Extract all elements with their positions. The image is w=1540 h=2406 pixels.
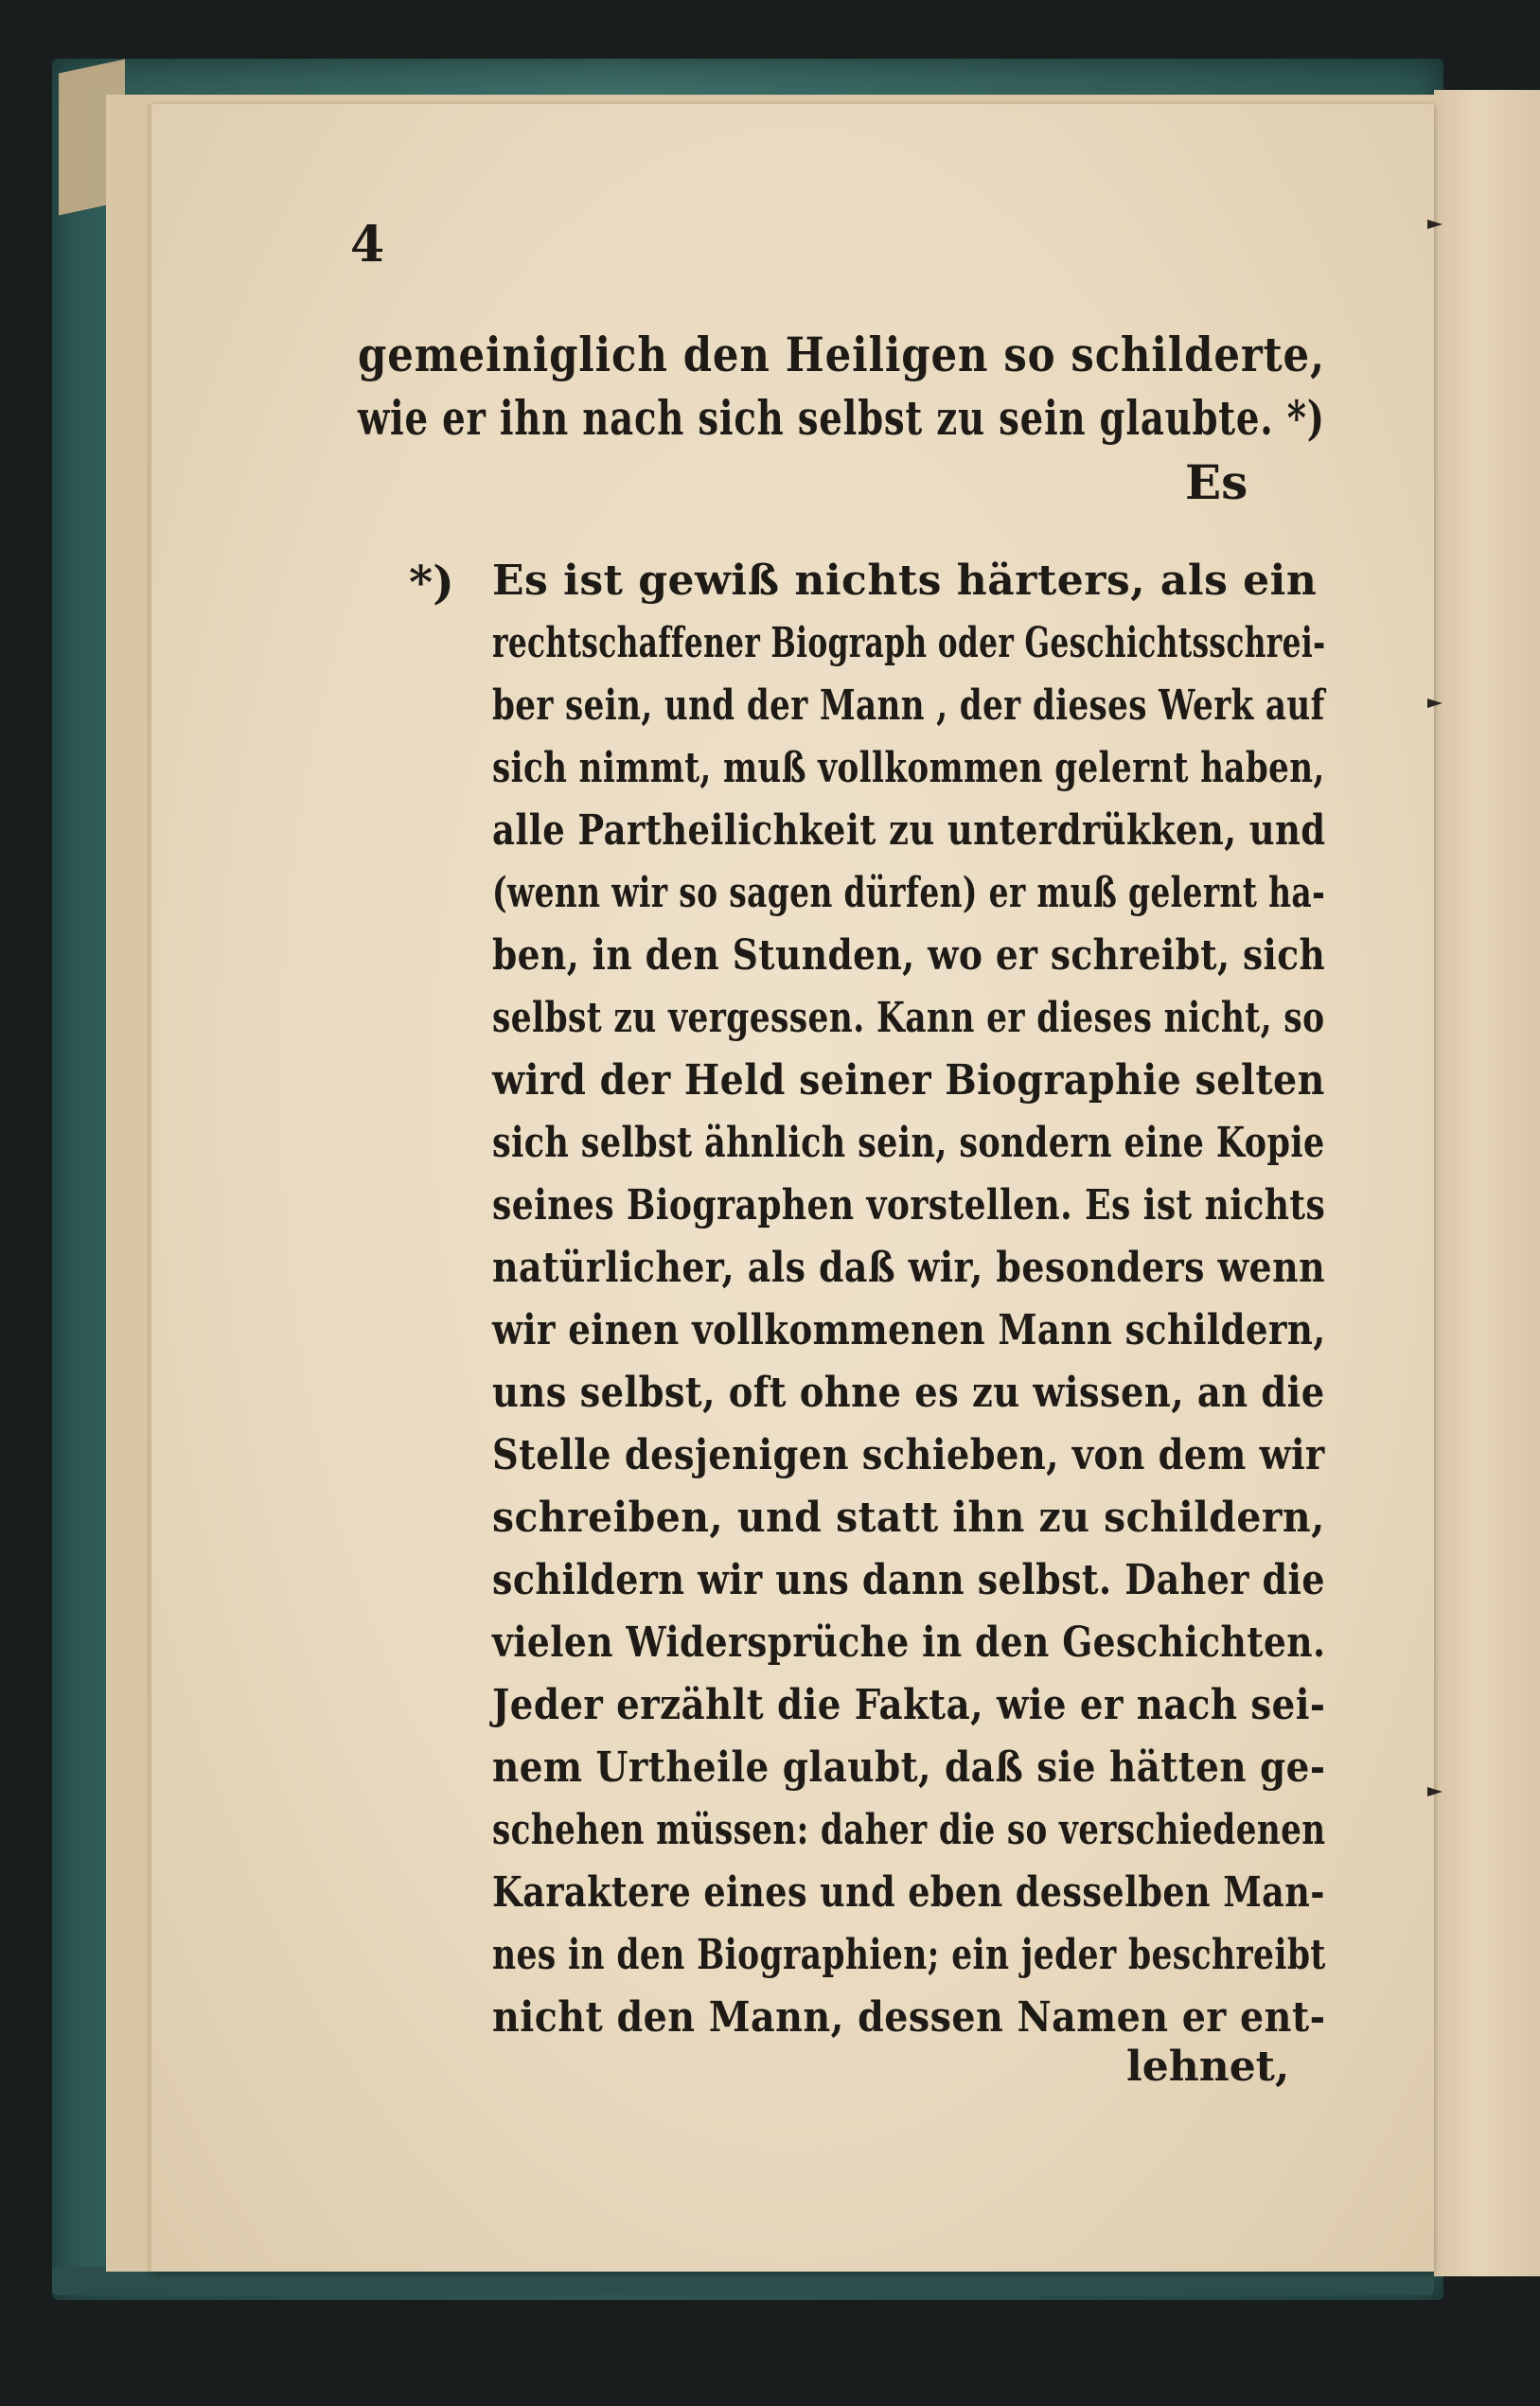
footnote-line: ber sein, und der Mann , der dieses Werk auf [492, 681, 1325, 730]
footnote-line: ben, in den Stunden, wo er schreibt, sich [492, 931, 1326, 980]
footnote-line: schreiben, und statt ihn zu schildern, [492, 1494, 1325, 1542]
facing-page-edge [1434, 90, 1540, 2276]
footnote-line: nem Urtheile glaubt, daß sie hätten ge- [492, 1743, 1326, 1792]
catchword: Es [1185, 454, 1248, 510]
footnote-line: schildern wir uns dann selbst. Daher die [492, 1556, 1326, 1604]
footnote-line: wird der Held seiner Biographie selten [492, 1056, 1325, 1105]
footnote-line: selbst zu vergessen. Kann er dieses nicht, so [492, 994, 1325, 1042]
footnote-line: vielen Widersprüche in den Geschichten. [492, 1619, 1326, 1667]
footnote-line: wir einen vollkommenen Mann schildern, [492, 1306, 1326, 1354]
footnote-line: Es ist gewiß nichts härters, als ein [492, 557, 1318, 605]
footnote-marker: *) [409, 557, 454, 610]
footnote-line: Stelle desjenigen schieben, von dem wir [492, 1431, 1325, 1479]
main-text-line: wie er ihn nach sich selbst zu sein glaubte. *) [358, 390, 1325, 446]
footnote-line: nicht den Mann, dessen Namen er ent- [492, 1993, 1326, 2042]
footnote-line: natürlicher, als daß wir, besonders wenn [492, 1244, 1326, 1292]
footnote-line: Jeder erzählt die Fakta, wie er nach sei- [492, 1681, 1326, 1729]
footnote-line: sich nimmt, muß vollkommen gelernt haben, [492, 744, 1325, 792]
footnote-line: nes in den Biographien; ein jeder beschreibt [492, 1931, 1326, 1979]
footnote-line: uns selbst, oft ohne es zu wissen, an die [492, 1369, 1325, 1417]
footnote-line: Karaktere eines und eben desselben Man- [492, 1868, 1325, 1917]
catchword: lehnet, [1126, 2043, 1290, 2091]
footnote-line: rechtschaffener Biograph oder Geschichtsschrei- [492, 619, 1326, 667]
footnote-line: schehen müssen: daher die so verschiedenen [492, 1806, 1326, 1854]
footnote-line: seines Biographen vorstellen. Es ist nichts [492, 1181, 1326, 1230]
footnote-line: sich selbst ähnlich sein, sondern eine Kopie [492, 1119, 1325, 1167]
page-number: 4 [350, 216, 385, 274]
footnote-line: alle Partheilichkeit zu unterdrükken, und [492, 806, 1326, 855]
main-text-line: gemeiniglich den Heiligen so schilderte, [358, 327, 1325, 382]
footnote-line: (wenn wir so sagen dürfen) er muß gelernt ha- [492, 869, 1326, 917]
